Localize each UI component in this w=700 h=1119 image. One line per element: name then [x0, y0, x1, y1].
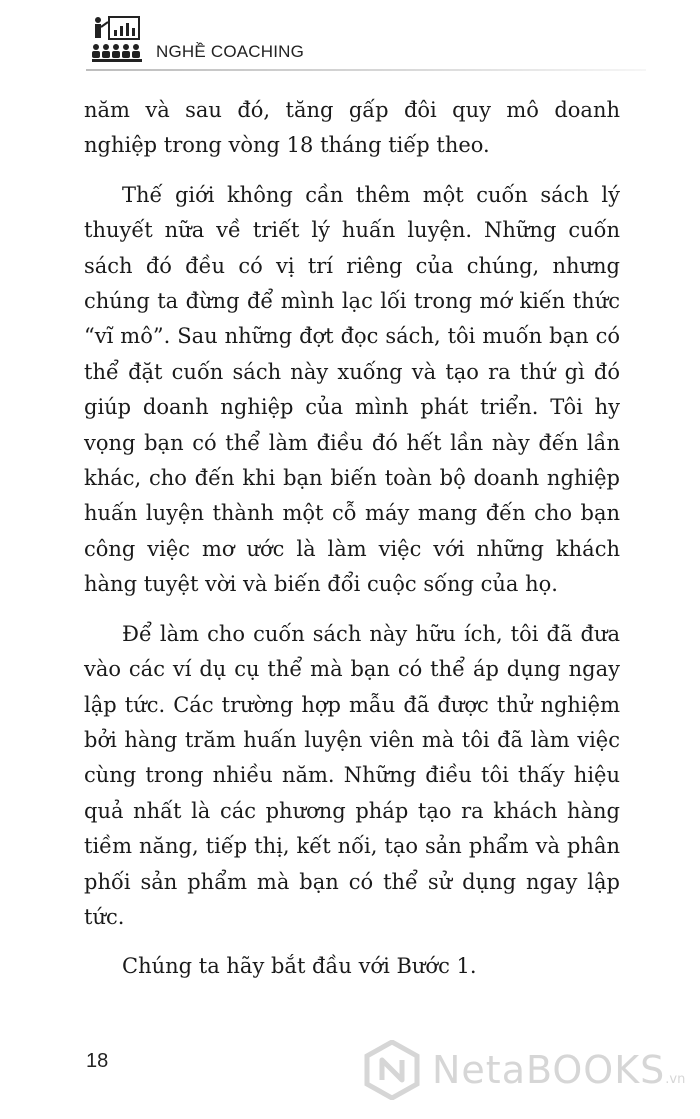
running-header — [86, 14, 666, 74]
watermark-brand: NetaBOOKS — [432, 1048, 666, 1092]
paragraph: Để làm cho cuốn sách này hữu ích, tôi đã đưa vào các ví dụ cụ thể mà bạn có thể áp dụng ngay lập tức. Các trường hợp mẫu đã được thử nghiệm bởi hàng trăm huấn luyện viên mà tôi đã làm việc cùng trong nhiều năm. Những điều tôi thấy hiệu quả nhất là các phương pháp tạo ra khách hàng tiềm năng, tiếp thị, kết nối, tạo sản phẩm và phân phối sản phẩm mà bạn có thể sử dụng ngay lập tức. — [84, 621, 620, 929]
header-divider — [86, 69, 646, 71]
running-header-title: NGHỀ COACHING — [156, 42, 305, 61]
netabooks-logo-icon — [362, 1040, 422, 1100]
paragraph: Chúng ta hãy bắt đầu với Bước 1. — [122, 954, 477, 979]
netabooks-watermark — [362, 1040, 686, 1104]
watermark-suffix: .vn — [665, 1072, 686, 1087]
coaching-presentation-icon — [92, 16, 144, 64]
paragraph: năm và sau đó, tăng gấp đôi quy mô doanh nghiệp trong vòng 18 tháng tiếp theo. — [84, 98, 620, 158]
body-text — [84, 93, 620, 999]
page-number: 18 — [86, 1050, 109, 1072]
watermark-text — [432, 1048, 685, 1092]
paragraph: Thế giới không cần thêm một cuốn sách lý thuyết nữa về triết lý huấn luyện. Những cuốn sách đó đều có vị trí riêng của chúng, nhưng chúng ta đừng để mình lạc lối trong mớ kiến thức “vĩ mô”. Sau những đợt đọc sách, tôi muốn bạn có thể đặt cuốn sách này xuống và tạo ra thứ gì đó giúp doanh nghiệp của mình phát triển. Tôi hy vọng bạn có thể làm điều đó hết lần này đến lần khác, cho đến khi bạn biến toàn bộ doanh nghiệp huấn luyện thành một cỗ máy mang đến cho bạn công việc mơ ước là làm việc với những khách hàng tuyệt vời và biến đổi cuộc sống của họ. — [84, 182, 620, 597]
